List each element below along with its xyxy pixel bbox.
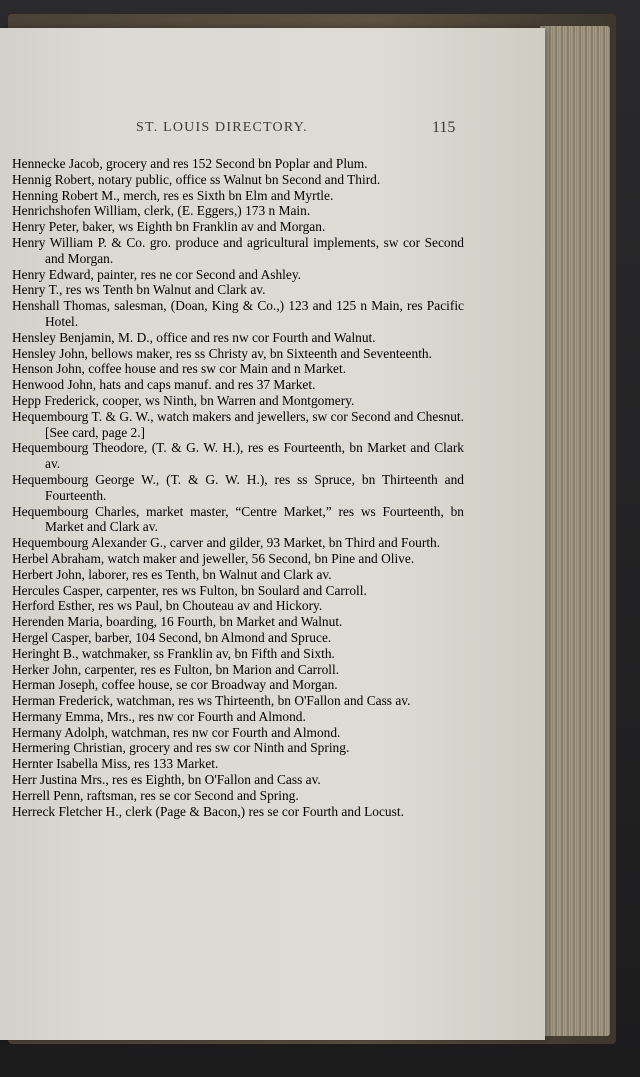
directory-entry: Hergel Casper, barber, 104 Second, bn Almond and Spruce.	[12, 629, 332, 645]
directory-entry: Henning Robert M., merch, res es Sixth bn Elm and Myrtle.	[12, 187, 334, 203]
running-title: ST. LOUIS DIRECTORY.	[136, 120, 308, 135]
directory-entry: Hequembourg Alexander G., carver and gilder, 93 Market, bn Third and Fourth.	[12, 535, 441, 551]
directory-entry: Henrichshofen William, clerk, (E. Eggers,) 173 n Main.	[12, 203, 311, 219]
directory-entry: Herford Esther, res ws Paul, bn Chouteau av and Hickory.	[12, 598, 323, 614]
directory-entry: Hensley John, bellows maker, res ss Christy av, bn Sixteenth and Seventeenth.	[12, 345, 432, 361]
directory-entry: Hequembourg T. & G. W., watch makers and jewellers, sw cor Second and Chesnut. [See card, page 2.]	[12, 408, 464, 440]
directory-entry: Herbert John, laborer, res es Tenth, bn Walnut and Clark av.	[12, 566, 332, 582]
directory-entry: Herr Justina Mrs., res es Eighth, bn O'Fallon and Cass av.	[12, 772, 321, 788]
directory-entry: Hequembourg Theodore, (T. & G. W. H.), res es Fourteenth, bn Market and Clark av.	[12, 440, 464, 472]
directory-entries	[12, 156, 464, 819]
page-number: 115	[432, 119, 456, 136]
page-edges	[540, 26, 610, 1036]
directory-entry: Hepp Frederick, cooper, ws Ninth, bn Warren and Montgomery.	[12, 392, 355, 408]
directory-entry: Herrell Penn, raftsman, res se cor Second and Spring.	[12, 787, 299, 803]
directory-entry: Herbel Abraham, watch maker and jeweller, 56 Second, bn Pine and Olive.	[12, 550, 415, 566]
directory-entry: Henshall Thomas, salesman, (Doan, King & Co.,) 123 and 125 n Main, res Pacific Hotel.	[12, 298, 464, 329]
directory-entry: Hequembourg Charles, market master, “Centre Market,” res ws Fourteenth, bn Market and Clark av.	[12, 503, 464, 535]
directory-entry: Henson John, coffee house and res sw cor Main and n Market.	[12, 361, 347, 377]
directory-entry: Herman Frederick, watchman, res ws Thirteenth, bn O'Fallon and Cass av.	[12, 693, 411, 709]
directory-entry: Hennecke Jacob, grocery and res 152 Second bn Poplar and Plum.	[12, 156, 368, 171]
directory-entry: Henry Peter, baker, ws Eighth bn Franklin av and Morgan.	[12, 219, 326, 235]
directory-entry: Henwood John, hats and caps manuf. and res 37 Market.	[12, 377, 316, 393]
directory-entry: Hensley Benjamin, M. D., office and res nw cor Fourth and Walnut.	[12, 329, 376, 345]
directory-entry: Hernter Isabella Miss, res 133 Market.	[12, 756, 219, 772]
page-header	[0, 120, 545, 140]
directory-entry: Herenden Maria, boarding, 16 Fourth, bn Market and Walnut.	[12, 614, 343, 630]
directory-entry: Henry William P. & Co. gro. produce and agricultural implements, sw cor Second and Morgan.	[12, 234, 464, 266]
directory-entry: Hequembourg George W., (T. & G. W. H.), res ss Spruce, bn Thirteenth and Fourteenth.	[12, 471, 464, 503]
directory-entry: Herman Joseph, coffee house, se cor Broadway and Morgan.	[12, 677, 338, 693]
directory-entry: Hermering Christian, grocery and res sw cor Ninth and Spring.	[12, 740, 350, 756]
directory-entry: Henry Edward, painter, res ne cor Second and Ashley.	[12, 266, 302, 282]
directory-entry: Hermany Adolph, watchman, res nw cor Fourth and Almond.	[12, 724, 341, 740]
directory-entry: Herker John, carpenter, res es Fulton, bn Marion and Carroll.	[12, 661, 340, 677]
directory-entry: Hermany Emma, Mrs., res nw cor Fourth and Almond.	[12, 708, 306, 724]
directory-entry: Herreck Fletcher H., clerk (Page & Bacon,) res se cor Fourth and Locust.	[12, 803, 404, 819]
directory-entry: Henry T., res ws Tenth bn Walnut and Clark av.	[12, 282, 266, 298]
directory-entry: Hercules Casper, carpenter, res ws Fulton, bn Soulard and Carroll.	[12, 582, 367, 598]
directory-entry: Heringht B., watchmaker, ss Franklin av, bn Fifth and Sixth.	[12, 645, 335, 661]
directory-entry: Hennig Robert, notary public, office ss Walnut bn Second and Third.	[12, 171, 381, 187]
